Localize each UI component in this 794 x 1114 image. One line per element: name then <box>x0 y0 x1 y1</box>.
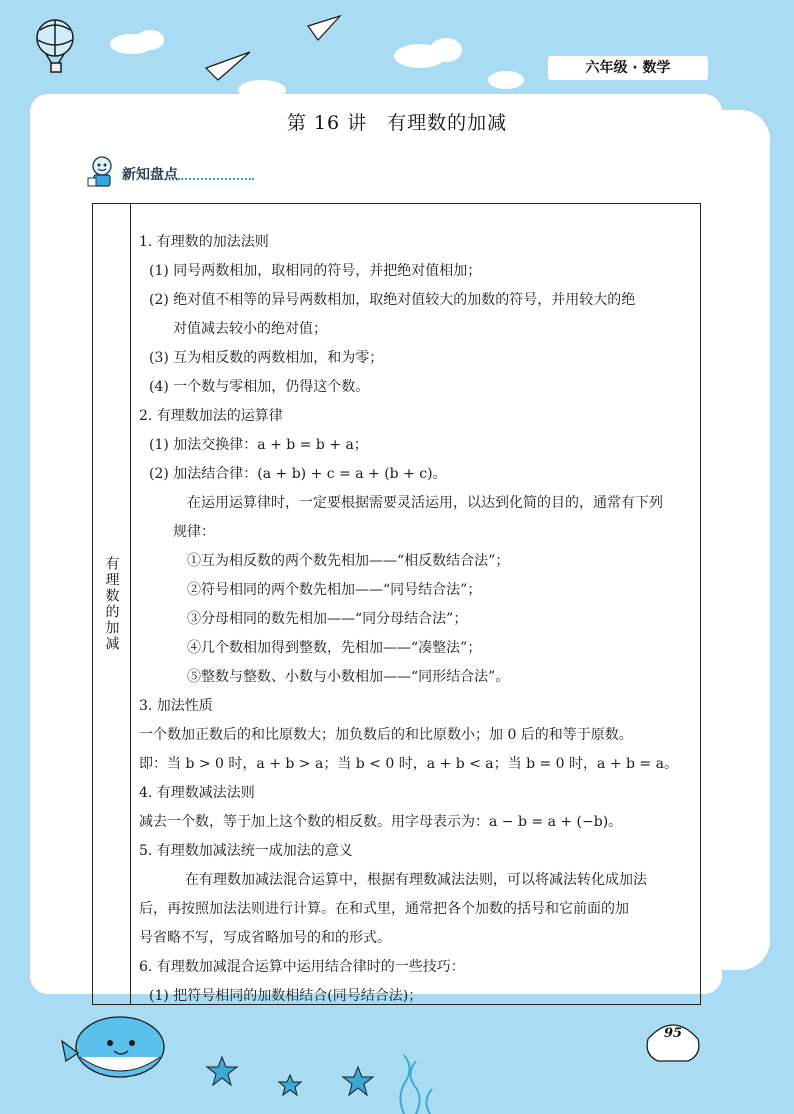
text-line: 后，再按照加法法则进行计算。在和式里，通常把各个加数的括号和它前面的加 <box>139 901 629 917</box>
text-line: 规律： <box>173 524 215 540</box>
text-line: (1) 同号两数相加，取相同的符号，并把绝对值相加； <box>149 263 482 279</box>
starfish-icon <box>207 1057 373 1095</box>
text-line: (2) 加法结合律：(a + b) + c = a + (b + c)。 <box>149 466 447 482</box>
text-line: ④几个数相加得到整数，先相加——“凑整法”； <box>187 640 482 656</box>
text-line: (3) 互为相反数的两数相加，和为零； <box>149 350 384 366</box>
text-line: 4. 有理数减法法则 <box>139 785 255 801</box>
section-badge-label: 新知盘点 <box>122 167 178 183</box>
text-line: 在运用运算律时，一定要根据需要灵活运用，以达到化简的目的，通常有下列 <box>187 495 663 511</box>
cloud-icon <box>110 30 524 100</box>
text-line: (1) 加法交换律：a + b = b + a； <box>149 437 368 453</box>
text-line: 1. 有理数的加法法则 <box>139 234 269 250</box>
text-line: 3. 加法性质 <box>139 698 213 714</box>
seaweed-icon <box>400 1055 432 1114</box>
lecture-title: 第 16 讲 有理数的加减 <box>286 112 508 134</box>
table-content <box>139 228 695 1011</box>
table-side-column <box>93 204 131 1004</box>
table-side-label: 有理数的加减 <box>103 556 120 652</box>
text-line: (2) 绝对值不相等的异号两数相加，取绝对值较大的加数的符号，并用较大的绝 <box>149 292 636 308</box>
text-line: ①互为相反数的两个数先相加——“相反数结合法”； <box>187 553 510 569</box>
text-line: 减去一个数，等于加上这个数的相反数。用字母表示为：a − b = a + (−b)。 <box>139 814 623 830</box>
whale-icon <box>62 1017 164 1077</box>
footer-decoration <box>0 1005 794 1114</box>
text-line: ③分母相同的数先相加——“同分母结合法”； <box>187 611 468 627</box>
text-line: (1) 把符号相同的加数相结合(同号结合法)； <box>149 988 423 1004</box>
paper-plane-icon <box>206 16 340 80</box>
text-line: ②符号相同的两个数先相加——“同号结合法”； <box>187 582 482 598</box>
mascot-icon <box>86 154 122 190</box>
text-line: 即：当 b > 0 时，a + b > a；当 b < 0 时，a + b < a；当 b = 0 时，a + b = a。 <box>139 756 678 772</box>
page-number: 95 <box>663 1026 683 1041</box>
section-badge <box>86 154 266 190</box>
text-line: 一个数加正数后的和比原数大；加负数后的和比原数小；加 0 后的和等于原数。 <box>139 727 633 743</box>
text-line: 对值减去较小的绝对值； <box>173 321 327 337</box>
knowledge-table <box>92 203 701 1005</box>
text-line: ⑤整数与整数、小数与小数相加——“同形结合法”。 <box>187 669 510 685</box>
text-line: 2. 有理数加法的运算律 <box>139 408 283 424</box>
grade-subject-label: 六年级 · 数学 <box>548 56 708 80</box>
hot-air-balloon-icon <box>37 20 73 72</box>
text-line: 在有理数加减法混合运算中，根据有理数减法法则，可以将减法转化成加法 <box>185 872 647 888</box>
text-line: 5. 有理数加减法统一成加法的意义 <box>139 843 353 859</box>
dotted-underline <box>178 178 254 180</box>
text-line: 号省略不写，写成省略加号的和的形式。 <box>139 930 391 946</box>
text-line: (4) 一个数与零相加，仍得这个数。 <box>149 379 370 395</box>
text-line: 6. 有理数加减混合运算中运用结合律时的一些技巧： <box>139 959 465 975</box>
